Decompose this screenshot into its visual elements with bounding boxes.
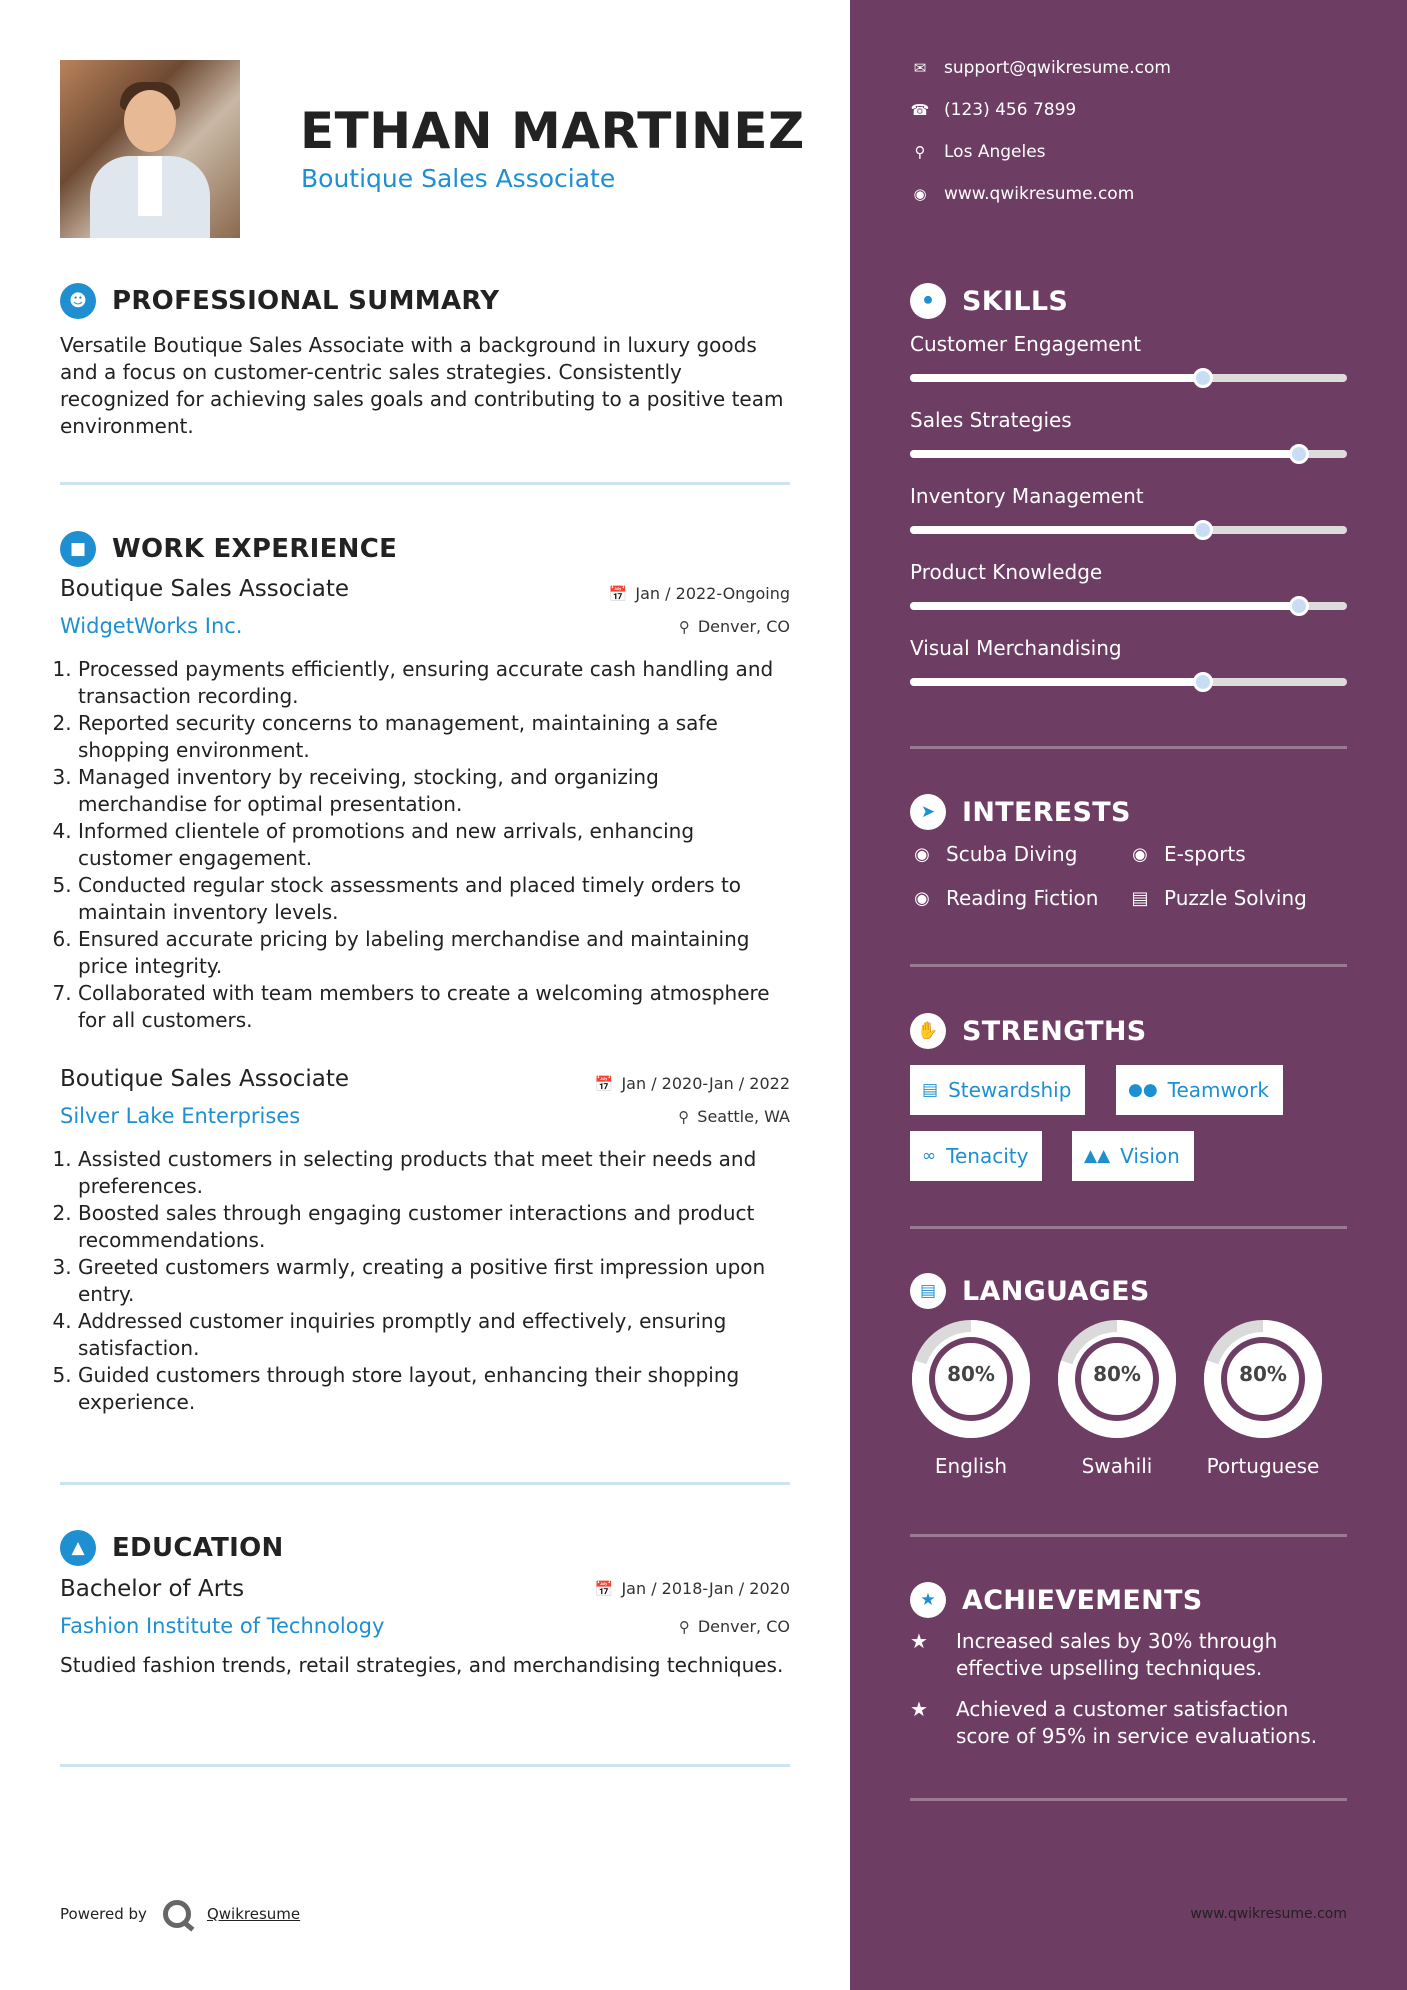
list-item: 5. Conducted regular stock assessments and placed timely orders to maintain inventory levels. [78,872,790,926]
skill-bar [910,678,1347,686]
education-heading [60,1530,284,1566]
pin-icon: ⚲ [678,618,690,636]
strength-badge: ∞ Tenacity [910,1131,1042,1181]
list-item: 6. Ensured accurate pricing by labeling merchandise and maintaining price integrity. [78,926,790,980]
interest-item: ◉ Scuba Diving [910,842,1077,866]
list-item: 1. Processed payments efficiently, ensuring accurate cash handling and transaction recording. [78,656,790,710]
list-item: 4. Addressed customer inquiries promptly and effectively, ensuring satisfaction. [78,1308,790,1362]
language-name: Portuguese [1206,1454,1320,1478]
job-company: Silver Lake Enterprises [60,1104,301,1128]
phone-icon: ☎ [910,101,930,119]
language-name: Swahili [1081,1454,1153,1478]
list-item: 2. Reported security concerns to management, maintaining a safe shopping environment. [78,710,790,764]
job-bullets [60,656,790,1034]
calendar-icon: 📅 [608,585,628,603]
star-badge-icon: ★ [910,1582,946,1618]
qwikresume-logo-icon [163,1900,191,1928]
skill-bar-fill [910,602,1299,610]
job-title: Boutique Sales Associate [60,1066,350,1092]
education-title: EDUCATION [112,1533,284,1563]
job-location: ⚲ Denver, CO [678,617,790,636]
list-item: 4. Informed clientele of promotions and new arrivals, enhancing customer engagement. [78,818,790,872]
divider [910,746,1347,749]
education-dates: 📅 Jan / 2018-Jan / 2020 [594,1579,790,1598]
strength-badge: ●● Teamwork [1116,1065,1283,1115]
language-icon: ▤ [910,1273,946,1309]
gamepad-icon: ◉ [914,887,930,909]
footer-site[interactable]: www.qwikresume.com [1190,1906,1347,1922]
language-percent: 80% [1239,1362,1287,1386]
divider [910,1226,1347,1229]
skill-name: Customer Engagement [910,332,1142,356]
skill-bar-knob [1193,368,1213,388]
interest-item: ◉ Reading Fiction [910,886,1098,910]
contact-website[interactable]: ◉ www.qwikresume.com [910,184,1134,204]
language-item [1202,1318,1324,1478]
skill-bar [910,602,1347,610]
skill-bar-fill [910,526,1203,534]
skill-bar-fill [910,678,1203,686]
binoculars-icon: ▲▲ [1084,1146,1111,1166]
contact-phone[interactable]: ☎ (123) 456 7899 [910,100,1077,120]
school: Fashion Institute of Technology [60,1614,385,1638]
map-marker-icon: ⚲ [914,143,926,161]
language-percent: 80% [947,1362,995,1386]
language-name: English [934,1454,1008,1478]
languages-title: LANGUAGES [962,1275,1150,1307]
divider [60,482,790,485]
powered-by [60,1900,300,1928]
divider [910,1534,1347,1537]
list-item: 7. Collaborated with team members to create a welcoming atmosphere for all customers. [78,980,790,1034]
achievement-item: ★ Increased sales by 30% through effective upselling techniques. [910,1629,1278,1680]
strengths-heading [910,1013,1147,1049]
achievements-heading [910,1582,1203,1618]
summary-title: PROFESSIONAL SUMMARY [112,286,500,316]
list-item: 3. Managed inventory by receiving, stocking, and organizing merchandise for optimal presentation. [78,764,790,818]
achievements-title: ACHIEVEMENTS [962,1584,1203,1616]
skill-bar-knob [1289,596,1309,616]
skill-bar-fill [910,450,1299,458]
skill-bar [910,450,1347,458]
star-icon: ★ [910,1629,928,1653]
degree: Bachelor of Arts [60,1576,245,1602]
skill-name: Inventory Management [910,484,1144,508]
divider [60,1764,790,1767]
briefcase-chair-icon: ■ [60,531,96,567]
interests-title: INTERESTS [962,796,1131,828]
list-item: 2. Boosted sales through engaging customer interactions and product recommendations. [78,1200,790,1254]
education-description: Studied fashion trends, retail strategies, and merchandising techniques. [60,1653,784,1677]
interest-item: ▤ Puzzle Solving [1128,886,1307,910]
users-icon: ●● [1128,1080,1158,1100]
summary-text: Versatile Boutique Sales Associate with a background in luxury goods and a focus on customer-centric sales strategies. Consistently recognized for achieving sales goals and contributing to a positive team environment. [60,333,784,438]
language-percent: 80% [1093,1362,1141,1386]
book-icon: ▤ [1131,887,1149,909]
divider [60,1482,790,1485]
skill-bar-knob [1193,672,1213,692]
skill-bar-fill [910,374,1203,382]
divider [910,964,1347,967]
calendar-icon: 📅 [594,1580,614,1598]
job-dates: 📅 Jan / 2022-Ongoing [608,584,790,603]
language-item [1056,1318,1178,1478]
divider [910,1798,1347,1801]
language-item [910,1318,1032,1478]
skill-bar [910,374,1347,382]
star-icon: ★ [910,1697,928,1721]
skill-name: Sales Strategies [910,408,1072,432]
skill-bar-knob [1193,520,1213,540]
calendar-icon: 📅 [594,1075,614,1093]
pin-icon: ⚲ [678,1618,690,1636]
user-icon: ☻ [60,283,96,319]
link-icon: ∞ [922,1146,937,1166]
pin-icon: ⚲ [678,1108,690,1126]
candidate-name: ETHAN MARTINEZ [300,102,805,160]
contact-location: ⚲ Los Angeles [910,142,1046,162]
strength-badge: ▲▲ Vision [1072,1131,1194,1181]
contact-email[interactable]: ✉ support@qwikresume.com [910,58,1171,78]
powered-by-label: Powered by [60,1905,147,1923]
lifebuoy-icon: ◉ [1132,843,1148,865]
summary-heading [60,283,499,319]
fist-icon: ✋ [910,1013,946,1049]
job-bullets [60,1146,790,1416]
skills-title: SKILLS [962,285,1069,317]
profile-photo [60,60,240,238]
achievement-item: ★ Achieved a customer satisfaction score of 95% in service evaluations. [910,1697,1318,1748]
skills-heading [910,283,1068,319]
job-title: Boutique Sales Associate [60,576,350,602]
skill-name: Visual Merchandising [910,636,1122,660]
interest-item: ◉ E-sports [1128,842,1246,866]
briefcase-icon: ▤ [922,1080,939,1100]
brand-link[interactable]: Qwikresume [206,1905,301,1923]
experience-heading [60,531,397,567]
envelope-icon: ✉ [913,59,927,77]
sidebar [850,0,1407,1990]
candidate-role: Boutique Sales Associate [301,164,616,193]
lightbulb-icon: ⚫ [910,283,946,319]
strengths-title: STRENGTHS [962,1015,1147,1047]
experience-title: WORK EXPERIENCE [112,534,398,564]
skill-bar-knob [1289,444,1309,464]
skill-bar [910,526,1347,534]
lifebuoy-icon: ◉ [914,843,930,865]
list-item: 3. Greeted customers warmly, creating a positive first impression upon entry. [78,1254,790,1308]
graduation-icon: ▲ [60,1530,96,1566]
globe-icon: ◉ [913,185,927,203]
paper-plane-icon: ➤ [910,794,946,830]
main-column [60,0,805,1990]
languages-heading [910,1273,1150,1309]
education-location: ⚲ Denver, CO [678,1617,790,1636]
skill-name: Product Knowledge [910,560,1103,584]
strength-badge: ▤ Stewardship [910,1065,1085,1115]
job-location: ⚲ Seattle, WA [678,1107,790,1126]
job-company: WidgetWorks Inc. [60,614,243,638]
job-dates: 📅 Jan / 2020-Jan / 2022 [594,1074,790,1093]
list-item: 1. Assisted customers in selecting products that meet their needs and preferences. [78,1146,790,1200]
list-item: 5. Guided customers through store layout, enhancing their shopping experience. [78,1362,790,1416]
interests-heading [910,794,1131,830]
